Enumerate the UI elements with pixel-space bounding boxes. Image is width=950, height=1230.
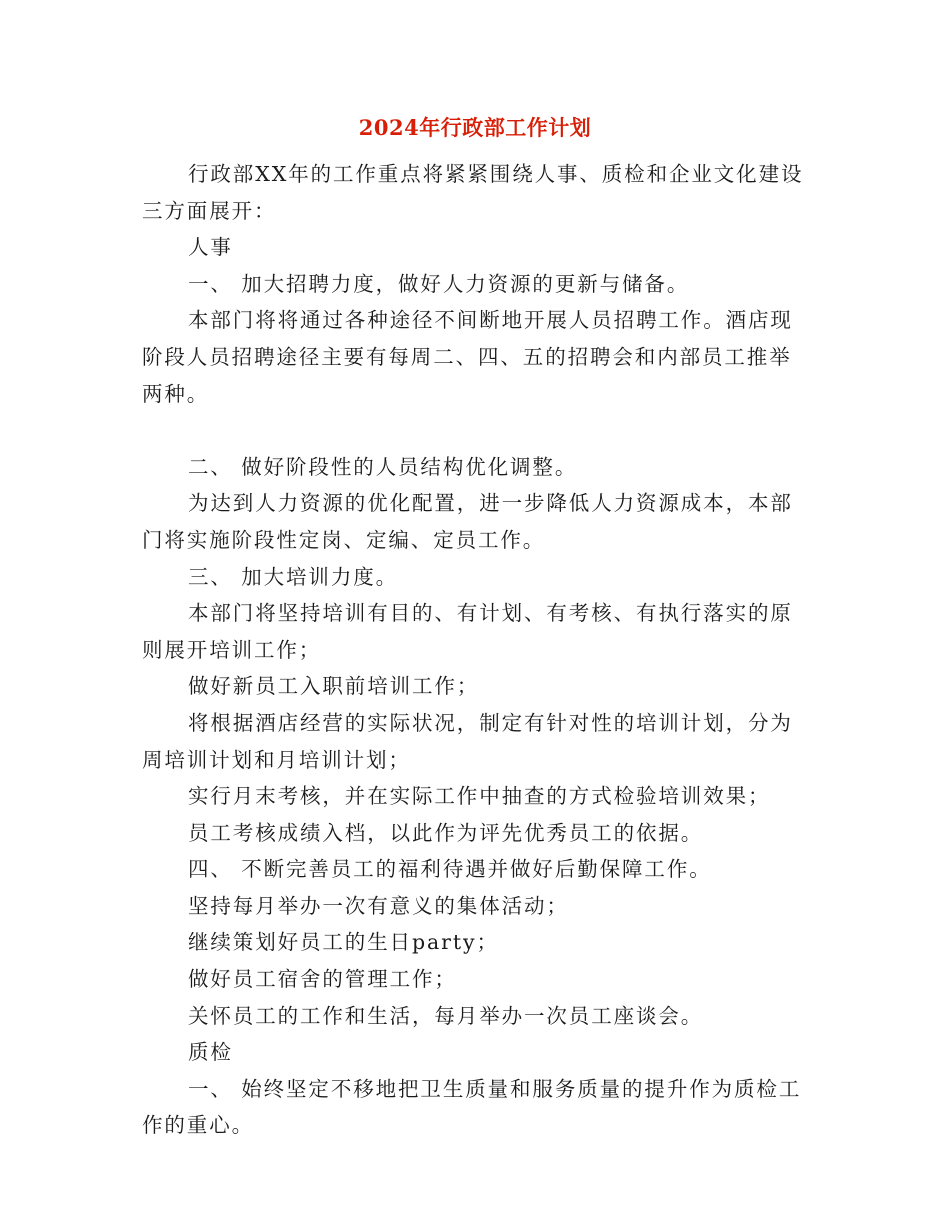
document-title: 2024年行政部工作计划: [358, 115, 592, 140]
paragraph-training-assessment: 实行月末考核，并在实际工作中抽查的方式检验培训效果；: [188, 784, 771, 809]
paragraph-welfare-care: 关怀员工的工作和生活，每月举办一次员工座谈会。: [188, 1003, 704, 1028]
paragraph-welfare-birthday: 继续策划好员工的生日party；: [188, 930, 499, 955]
paragraph-welfare-dorm: 做好员工宿舍的管理工作；: [188, 967, 457, 992]
paragraph-training: 本部门将坚持培训有目的、有计划、有考核、有执行落实的原则展开培训工作；: [142, 601, 793, 662]
paragraph-welfare-activity: 坚持每月举办一次有意义的集体活动；: [188, 893, 569, 918]
blank-line: [142, 412, 807, 449]
paragraph-optimization: 为达到人力资源的优化配置，进一步降低人力资源成本，本部门将实施阶段性定岗、定编、定员工作。: [142, 491, 793, 552]
paragraph-training-records: 员工考核成绩入档，以此作为评先优秀员工的依据。: [188, 820, 704, 845]
section-heading-quality: 质检: [188, 1040, 233, 1065]
item-heading-4: 四、 不断完善员工的福利待遇并做好后勤保障工作。: [188, 857, 712, 882]
section-heading-personnel: 人事: [188, 235, 233, 260]
paragraph-training-newhire: 做好新员工入职前培训工作；: [188, 674, 480, 699]
item-heading-2: 二、 做好阶段性的人员结构优化调整。: [188, 454, 578, 479]
item-heading-quality-1: 一、 始终坚定不移地把卫生质量和服务质量的提升作为质检工作的重心。: [142, 1076, 802, 1138]
paragraph-training-plan: 将根据酒店经营的实际状况，制定有针对性的培训计划，分为周培训计划和月培训计划；: [142, 710, 793, 772]
paragraph-intro: 行政部XX年的工作重点将紧紧围绕人事、质检和企业文化建设三方面展开：: [142, 162, 804, 223]
item-heading-1: 一、 加大招聘力度，做好人力资源的更新与储备。: [188, 271, 690, 296]
document-body: [142, 156, 807, 1144]
paragraph-recruitment: 本部门将将通过各种途径不间断地开展人员招聘工作。酒店现阶段人员招聘途径主要有每周二、四、五的招聘会和内部员工推举两种。: [142, 308, 793, 406]
item-heading-3: 三、 加大培训力度。: [188, 564, 399, 589]
